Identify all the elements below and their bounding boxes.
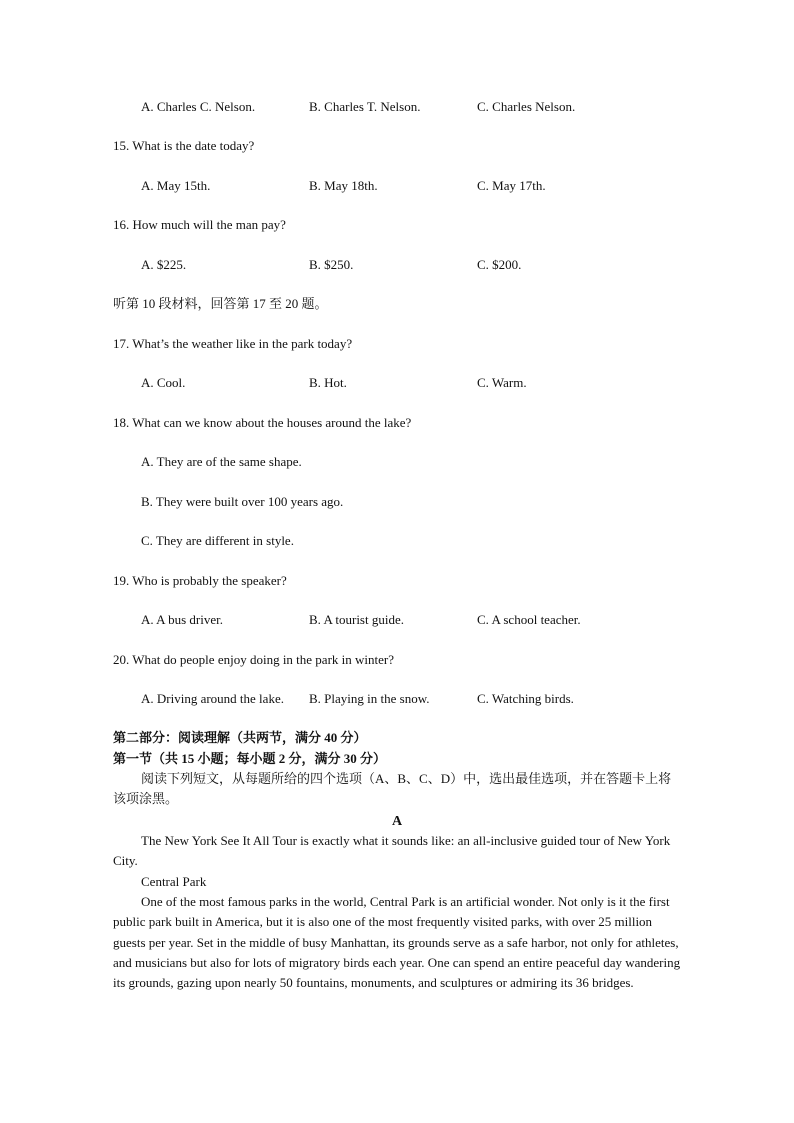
passage-intro: The New York See It All Tour is exactly what it sounds like: an all-inclusive guided tour of New York City. bbox=[113, 833, 671, 869]
passage-letter: A bbox=[391, 814, 403, 829]
listening-instruction: 听第 10 段材料，回答第 17 至 20 题。 bbox=[113, 296, 328, 311]
q18-option-c: C. They are different in style. bbox=[141, 533, 294, 548]
q19-option-c: C. A school teacher. bbox=[477, 612, 581, 627]
q19-option-b: B. A tourist guide. bbox=[309, 612, 404, 627]
q20-option-a: A. Driving around the lake. bbox=[141, 691, 284, 706]
q15-option-c: C. May 17th. bbox=[477, 178, 546, 193]
question-18: 18. What can we know about the houses around the lake? bbox=[113, 415, 412, 430]
q18-option-b: B. They were built over 100 years ago. bbox=[141, 494, 344, 509]
q16-option-c: C. $200. bbox=[477, 257, 522, 272]
q17-option-c: C. Warm. bbox=[477, 375, 527, 390]
section-one-heading: 第一节（共 15 小题；每小题 2 分，满分 30 分） bbox=[113, 751, 387, 766]
part-two-heading: 第二部分：阅读理解（共两节，满分 40 分） bbox=[113, 730, 367, 745]
q15-option-a: A. May 15th. bbox=[141, 178, 211, 193]
q19-option-a: A. A bus driver. bbox=[141, 612, 223, 627]
q15-option-b: B. May 18th. bbox=[309, 178, 378, 193]
q14-option-a: A. Charles C. Nelson. bbox=[141, 99, 256, 114]
q20-option-c: C. Watching birds. bbox=[477, 691, 574, 706]
passage-body: One of the most famous parks in the world, Central Park is an artificial wonder. Not only is it the first public park built in America, but it is also one of the most frequently visited parks, with over 25 million guests per year. Set in the middle of busy Manhattan, its grounds serve as a safe harbor, not only for athletes, and musicians but also for lots of migratory birds each year. One can spend an entire peaceful day wandering its grounds, gazing upon nearly 50 fountains, monuments, and sculptures or admiring its 36 bridges. bbox=[113, 894, 681, 991]
q14-option-b: B. Charles T. Nelson. bbox=[309, 99, 421, 114]
q16-option-a: A. $225. bbox=[141, 257, 187, 272]
q20-option-b: B. Playing in the snow. bbox=[309, 691, 430, 706]
passage-subheading: Central Park bbox=[141, 874, 207, 889]
question-20: 20. What do people enjoy doing in the park in winter? bbox=[113, 652, 394, 667]
q18-option-a: A. They are of the same shape. bbox=[141, 454, 302, 469]
question-15: 15. What is the date today? bbox=[113, 138, 255, 153]
q16-option-b: B. $250. bbox=[309, 257, 354, 272]
question-16: 16. How much will the man pay? bbox=[113, 217, 286, 232]
question-17: 17. What’s the weather like in the park today? bbox=[113, 336, 353, 351]
q14-option-c: C. Charles Nelson. bbox=[477, 99, 576, 114]
reading-directions: 阅读下列短文，从每题所给的四个选项（A、B、C、D）中，选出最佳选项，并在答题卡上将该项涂黑。 bbox=[113, 771, 672, 807]
q17-option-a: A. Cool. bbox=[141, 375, 186, 390]
question-19: 19. Who is probably the speaker? bbox=[113, 573, 287, 588]
q17-option-b: B. Hot. bbox=[309, 375, 347, 390]
